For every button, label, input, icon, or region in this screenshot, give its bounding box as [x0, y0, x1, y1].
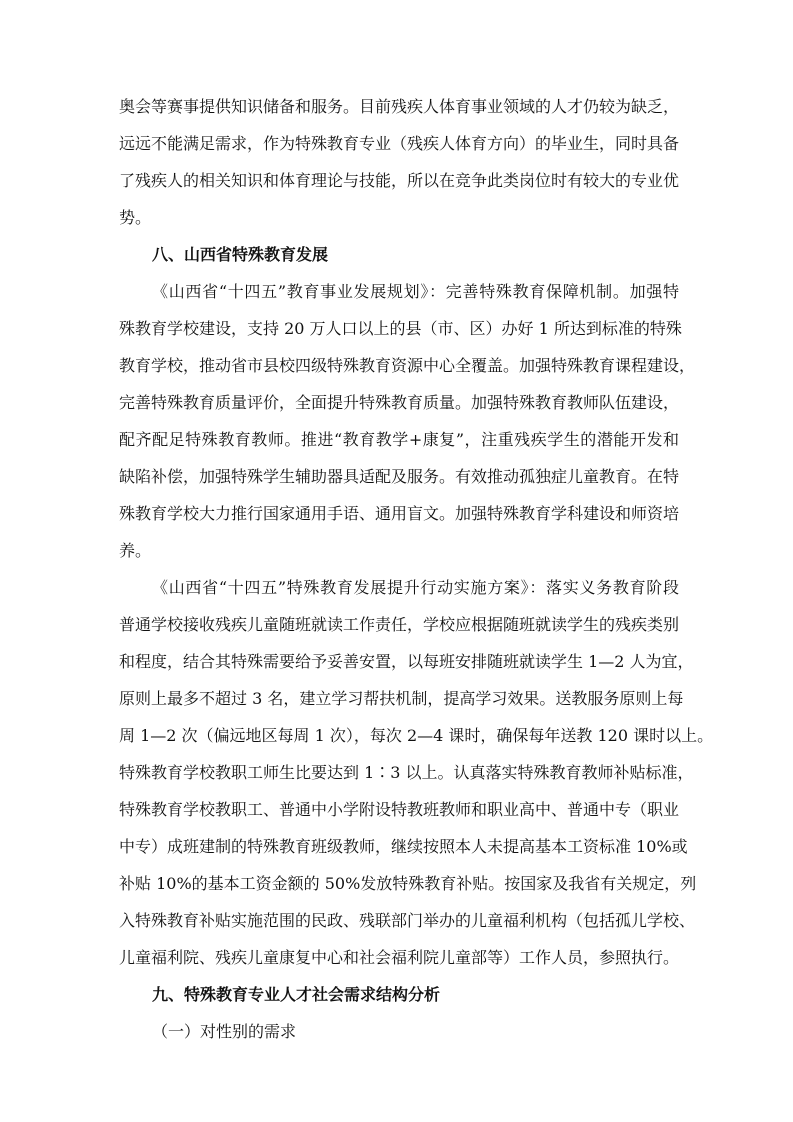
- paragraph-line: 缺陷补偿，加强特殊学生辅助器具适配及服务。有效推动孤独症儿童教育。在特: [119, 467, 680, 486]
- paragraph-line: 特殊教育学校教职工师生比要达到 1∶3 以上。认真落实特殊教育教师补贴标准，: [119, 763, 694, 782]
- paragraph-line: 入特殊教育补贴实施范围的民政、残联部门举办的儿童福利机构（包括孤儿学校、: [119, 911, 696, 930]
- paragraph-line: 教育学校，推动省市县校四级特殊教育资源中心全覆盖。加强特殊教育课程建设，: [119, 356, 696, 375]
- paragraph-line: 奥会等赛事提供知识储备和服务。目前残疾人体育事业领域的人才仍较为缺乏，: [119, 97, 680, 116]
- paragraph-line: 《山西省“十四五”教育事业发展规划》：完善特殊教育保障机制。加强特: [152, 282, 679, 301]
- paragraph-line: 和程度，结合其特殊需要给予妥善安置，以每班安排随班就读学生 1—2 人为宜，: [119, 652, 694, 671]
- paragraph-line: 周 1—2 次（偏远地区每周 1 次），每次 2—4 课时，确保每年送教 120 课时以上。: [119, 726, 714, 745]
- paragraph-line: 《山西省“十四五”特殊教育发展提升行动实施方案》：落实义务教育阶段: [152, 578, 679, 597]
- subsection-heading: （一）对性别的需求: [152, 1022, 297, 1041]
- paragraph-line: 了残疾人的相关知识和体育理论与技能，所以在竞争此类岗位时有较大的专业优: [119, 171, 680, 190]
- paragraph-line: 势。: [119, 208, 152, 227]
- paragraph-line: 普通学校接收残疾儿童随班就读工作责任，学校应根据随班就读学生的残疾类别: [119, 615, 680, 634]
- paragraph-line: 完善特殊教育质量评价，全面提升特殊教育质量。加强特殊教育教师队伍建设，: [119, 393, 680, 412]
- paragraph-line: 殊教育学校建设，支持 20 万人口以上的县（市、区）办好 1 所达到标准的特殊: [119, 319, 682, 338]
- paragraph-line: 特殊教育学校教职工、普通中小学附设特教班教师和职业高中、普通中专（职业: [119, 800, 680, 819]
- section-heading-8: 八、山西省特殊教育发展: [152, 245, 329, 264]
- paragraph-line: 补贴 10%的基本工资金额的 50%发放特殊教育补贴。按国家及我省有关规定，列: [119, 874, 697, 893]
- paragraph-line: 儿童福利院、残疾儿童康复中心和社会福利院儿童部等）工作人员，参照执行。: [119, 948, 680, 967]
- paragraph-line: 配齐配足特殊教育教师。推进“教育教学+康复”，注重残疾学生的潜能开发和: [119, 430, 679, 449]
- paragraph-line: 远远不能满足需求，作为特殊教育专业（残疾人体育方向）的毕业生，同时具备: [119, 134, 680, 153]
- paragraph-line: 养。: [119, 541, 152, 560]
- paragraph-line: 殊教育学校大力推行国家通用手语、通用盲文。加强特殊教育学科建设和师资培: [119, 504, 680, 523]
- paragraph-line: 原则上最多不超过 3 名，建立学习帮扶机制，提高学习效果。送教服务原则上每: [119, 689, 684, 708]
- section-heading-9: 九、特殊教育专业人才社会需求结构分析: [152, 985, 441, 1004]
- paragraph-line: 中专）成班建制的特殊教育班级教师，继续按照本人未提高基本工资标准 10%或: [119, 837, 688, 856]
